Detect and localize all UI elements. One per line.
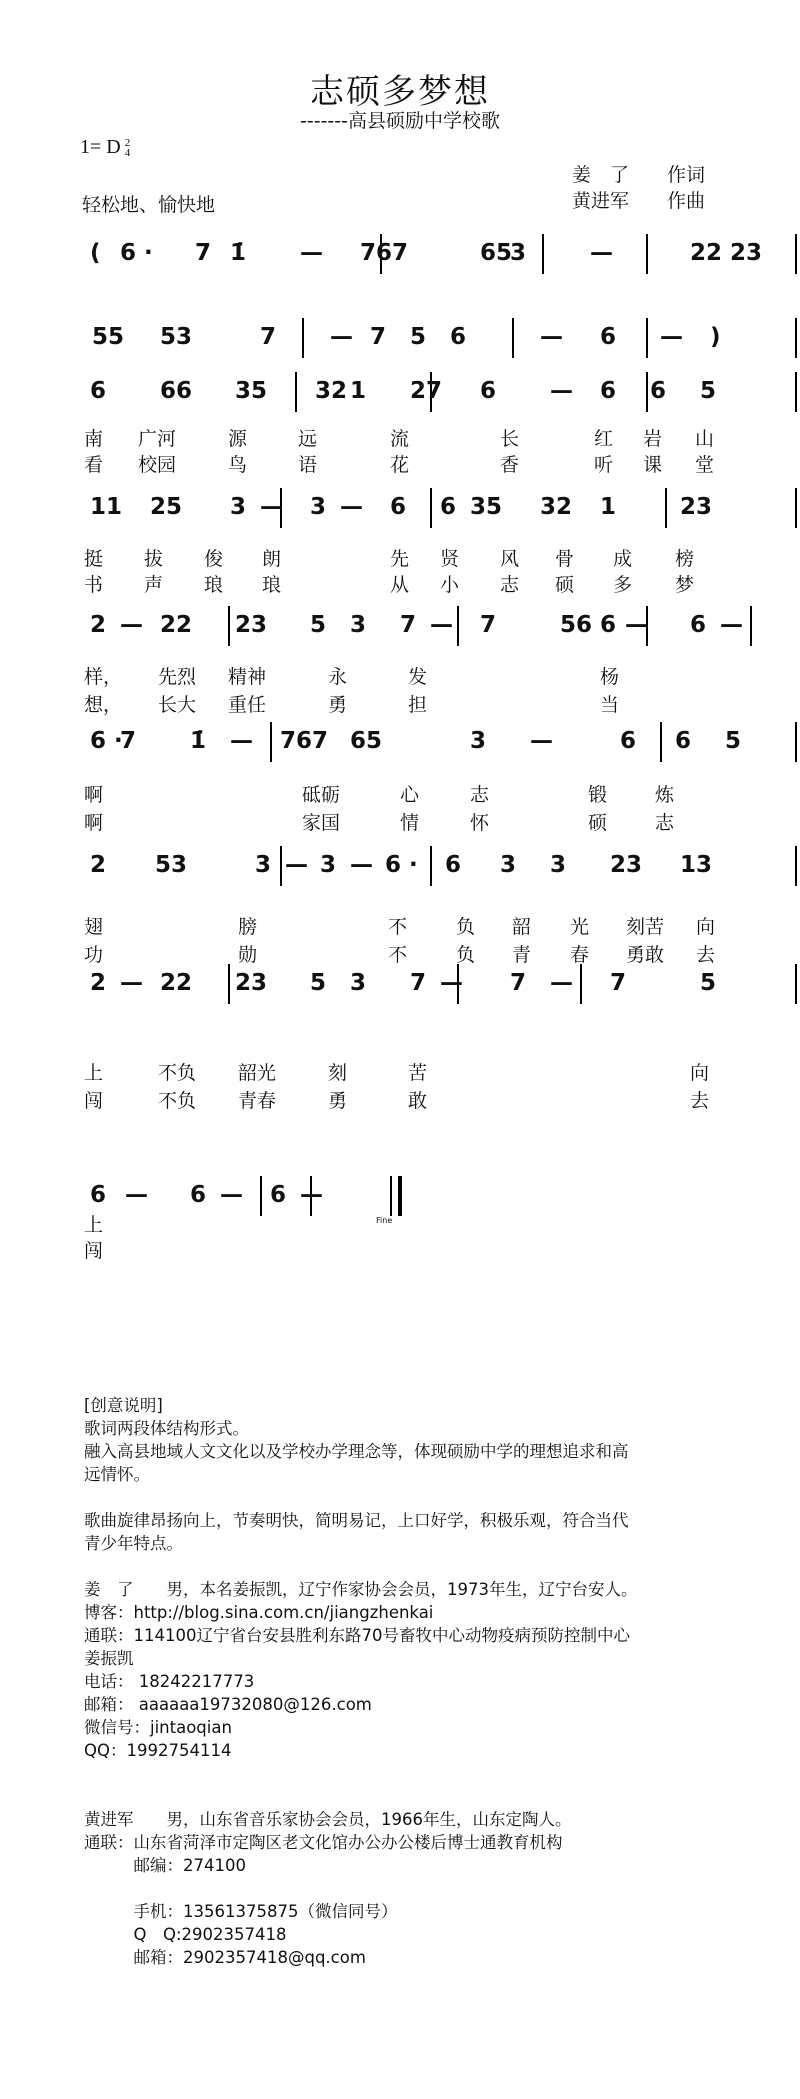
score-row — [80, 714, 742, 770]
score-row — [80, 310, 725, 366]
lyric-word: 硕 — [555, 574, 575, 596]
lyric-word: 样， — [84, 666, 123, 688]
notes-line: 手机：13561375875（微信同号） — [84, 1902, 398, 1921]
lyric-word: 风 — [500, 548, 520, 570]
note: 56 — [560, 612, 593, 638]
notes-line: 黄进军 男，山东省音乐家协会会员，1966年生，山东定陶人。 — [84, 1810, 572, 1829]
note: 7 — [400, 612, 417, 638]
lyric-line — [0, 940, 800, 968]
lyric-word: 山 — [695, 428, 715, 450]
note: 6 · — [120, 240, 153, 266]
lyric-word: 苦 — [408, 1062, 428, 1084]
barline — [430, 488, 432, 528]
lyric-word: 榜 — [675, 548, 695, 570]
lyric-word: 担 — [408, 694, 428, 716]
note: 6 — [690, 612, 707, 638]
lyric-word: 远 — [298, 428, 318, 450]
note: 2 — [90, 852, 107, 878]
note: 6 · — [90, 728, 123, 754]
lyric-word: 先烈 — [158, 666, 197, 688]
lyric-word: 从 — [390, 574, 410, 596]
notes-gap — [84, 1785, 764, 1808]
lyric-word: 校园 — [138, 454, 177, 476]
score-row — [80, 598, 743, 654]
note: — — [440, 970, 463, 996]
lyric-word: 堂 — [695, 454, 715, 476]
notes-heading: [创意说明] — [84, 1396, 163, 1415]
barline — [228, 964, 230, 1004]
notes-line: 微信号：jintaoqian — [84, 1718, 232, 1737]
note: 3 — [320, 852, 337, 878]
note: 6 — [600, 612, 617, 638]
lyric-word: 志 — [470, 784, 490, 806]
lyric-word: 翅 — [84, 916, 104, 938]
barline — [542, 234, 544, 274]
song-subtitle: -------高县硕励中学校歌 — [300, 110, 500, 132]
song-title: 志硕多梦想 — [310, 72, 490, 112]
lyric-word: 闯 — [84, 1240, 104, 1262]
note: 65 — [480, 240, 513, 266]
note: 3 — [550, 852, 567, 878]
lyric-line — [0, 780, 800, 808]
note: 66 — [160, 378, 193, 404]
barline — [580, 964, 582, 1004]
note: 7 — [120, 728, 137, 754]
lyric-line — [0, 1236, 800, 1264]
lyric-word: 炼 — [655, 784, 675, 806]
lyric-line — [0, 912, 800, 940]
lyric-word: 勇 — [328, 1090, 348, 1112]
lyric-word: 向 — [690, 1062, 710, 1084]
note: — — [625, 612, 648, 638]
lyric-word: 志 — [655, 812, 675, 834]
note: 25 — [150, 494, 183, 520]
note: 22 — [160, 970, 193, 996]
lyric-word: 永 — [328, 666, 348, 688]
lyric-word: 啊 — [84, 784, 104, 806]
lyric-word: 膀 — [238, 916, 258, 938]
barline — [665, 488, 667, 528]
note: — — [430, 612, 453, 638]
barline — [795, 964, 797, 1004]
notes-line: 远情怀。 — [84, 1465, 150, 1484]
barline — [795, 318, 797, 358]
note: 5 — [310, 970, 327, 996]
barline — [795, 846, 797, 886]
lyric-word: 长大 — [158, 694, 197, 716]
lyric-line — [0, 690, 800, 718]
lyric-word: 青 — [512, 944, 532, 966]
note: — — [660, 324, 683, 350]
note: 7 — [480, 612, 497, 638]
note: — — [720, 612, 743, 638]
note: 1 — [350, 378, 367, 404]
note: 3 — [500, 852, 517, 878]
notes-line: 邮箱： aaaaaa19732080@126.com — [84, 1695, 372, 1714]
note: 22 — [690, 240, 723, 266]
note: 3 — [350, 612, 367, 638]
barline — [646, 372, 648, 412]
barline — [302, 318, 304, 358]
lyric-word: 啊 — [84, 812, 104, 834]
lyric-line — [0, 1086, 800, 1114]
lyric-word: 青春 — [238, 1090, 277, 1112]
lyric-word: 琅 — [262, 574, 282, 596]
lyric-word: 骨 — [555, 548, 575, 570]
note: 5 — [410, 324, 427, 350]
key-signature — [80, 136, 130, 159]
note: 5 — [310, 612, 327, 638]
lyric-word: 光 — [570, 916, 590, 938]
note: 53 — [155, 852, 188, 878]
notes-line: 姜振凯 — [84, 1649, 134, 1668]
lyric-word: 家国 — [302, 812, 341, 834]
note: 1̇ — [230, 240, 247, 266]
note: 6 — [90, 1182, 107, 1208]
note: — — [590, 240, 613, 266]
lyric-word: 广河 — [138, 428, 177, 450]
lyric-word: 长 — [500, 428, 520, 450]
lyric-word: 先 — [390, 548, 410, 570]
note: 5 — [700, 378, 717, 404]
lyric-word: 精神 — [228, 666, 267, 688]
lyric-word: 鸟 — [228, 454, 248, 476]
note: 32 — [315, 378, 348, 404]
lyric-word: 去 — [696, 944, 716, 966]
key-label: 1= D — [80, 136, 121, 158]
lyric-word: 俊 — [204, 548, 224, 570]
notes-gap — [84, 1762, 764, 1785]
note: 32 — [540, 494, 573, 520]
lyric-word: 流 — [390, 428, 410, 450]
barline — [430, 846, 432, 886]
notes-line: 青少年特点。 — [84, 1534, 183, 1553]
note: 7 — [260, 324, 277, 350]
lyric-word: 花 — [390, 454, 410, 476]
barline — [795, 234, 797, 274]
lyric-word: 砥砺 — [302, 784, 341, 806]
note: 6 — [620, 728, 637, 754]
lyric-word: 发 — [408, 666, 428, 688]
lyric-word: 志 — [500, 574, 520, 596]
note: 3 — [470, 728, 487, 754]
note: 3 — [510, 240, 527, 266]
note: 6 — [600, 378, 617, 404]
note: — — [220, 1182, 243, 1208]
barline — [270, 722, 272, 762]
notes-line: 歌词两段体结构形式。 — [84, 1419, 249, 1438]
note: — — [120, 970, 143, 996]
time-signature-top: 2 — [124, 137, 131, 150]
lyric-word: 香 — [500, 454, 520, 476]
note: 27 — [410, 378, 443, 404]
lyricist-credit: 姜 了 作词 — [572, 164, 706, 186]
lyric-word: 当 — [600, 694, 620, 716]
lyric-word: 不 — [388, 916, 408, 938]
lyric-word: 重任 — [228, 694, 267, 716]
lyric-word: 向 — [696, 916, 716, 938]
lyric-word: 韶光 — [238, 1062, 277, 1084]
lyric-word: 硕 — [588, 812, 608, 834]
note: 3 — [310, 494, 327, 520]
barline — [295, 372, 297, 412]
note: 767 — [360, 240, 409, 266]
notes-line: 歌曲旋律昂扬向上，节奏明快，简明易记，上口好学，积极乐观，符合当代 — [84, 1511, 629, 1530]
lyric-word: 书 — [84, 574, 104, 596]
note: 7 — [610, 970, 627, 996]
note: 65 — [350, 728, 383, 754]
barline — [660, 722, 662, 762]
note: — — [125, 1182, 148, 1208]
note: 23 — [730, 240, 763, 266]
note: ) — [710, 324, 721, 350]
lyric-word: 不负 — [158, 1090, 197, 1112]
lyric-word: 多 — [613, 574, 633, 596]
note: ( — [90, 240, 101, 266]
notes-line: QQ：1992754114 — [84, 1741, 232, 1760]
lyric-word: 情 — [400, 812, 420, 834]
note: 5 — [700, 970, 717, 996]
lyric-word: 刻苦 — [626, 916, 665, 938]
notes-line: 通联：山东省菏泽市定陶区老文化馆办公办公楼后博士通教育机构 — [84, 1833, 563, 1852]
lyric-word: 挺 — [84, 548, 104, 570]
barline — [646, 234, 648, 274]
note: 1 — [600, 494, 617, 520]
note: 23 — [235, 970, 268, 996]
lyric-word: 想， — [84, 694, 123, 716]
lyric-word: 怀 — [470, 812, 490, 834]
lyric-line — [0, 570, 800, 598]
lyric-word: 拔 — [144, 548, 164, 570]
note: 1̇ — [190, 728, 207, 754]
note: — — [340, 494, 363, 520]
lyric-line — [0, 1058, 800, 1086]
note: — — [300, 240, 323, 266]
note: 767 — [280, 728, 329, 754]
note: 7 — [510, 970, 527, 996]
barline — [795, 488, 797, 528]
note: 6 — [450, 324, 467, 350]
note: — — [550, 378, 573, 404]
lyric-word: 听 — [594, 454, 614, 476]
note: 6 — [190, 1182, 207, 1208]
note: 6 — [600, 324, 617, 350]
lyric-word: 负 — [456, 916, 476, 938]
note: 6 — [675, 728, 692, 754]
lyric-word: 语 — [298, 454, 318, 476]
lyric-word: 看 — [84, 454, 104, 476]
lyric-word: 闯 — [84, 1090, 104, 1112]
lyric-word: 南 — [84, 428, 104, 450]
lyric-line — [0, 662, 800, 690]
lyric-word: 不负 — [158, 1062, 197, 1084]
note: 6 — [270, 1182, 287, 1208]
barline — [750, 606, 752, 646]
barline — [228, 606, 230, 646]
notes-line: 邮箱：2902357418@qq.com — [84, 1948, 366, 1967]
note: 2 — [90, 612, 107, 638]
lyric-word: 勇 — [328, 694, 348, 716]
score-row — [80, 480, 725, 536]
lyric-word: 上 — [84, 1062, 104, 1084]
tempo-marking: 轻松地、愉快地 — [82, 194, 216, 216]
note: — — [530, 728, 553, 754]
notes-line: 邮编：274100 — [84, 1856, 246, 1875]
notes-line: 通联：114100辽宁省台安县胜利东路70号畜牧中心动物疫病预防控制中心 — [84, 1626, 630, 1645]
barline — [512, 318, 514, 358]
notes-gap — [84, 1486, 764, 1509]
note: 2 — [90, 970, 107, 996]
score-row — [80, 838, 725, 894]
lyric-line — [0, 544, 800, 572]
barline — [646, 318, 648, 358]
note: 35 — [470, 494, 503, 520]
lyric-word: 课 — [643, 454, 663, 476]
note: 3 — [255, 852, 272, 878]
lyric-word: 勋 — [238, 944, 258, 966]
note: 23 — [235, 612, 268, 638]
lyric-word: 勇敢 — [626, 944, 665, 966]
barline — [795, 372, 797, 412]
time-signature — [125, 138, 131, 158]
note: — — [540, 324, 563, 350]
note: 7 — [410, 970, 427, 996]
lyric-line — [0, 424, 800, 452]
barline — [457, 606, 459, 646]
note: — — [285, 852, 308, 878]
lyric-line — [0, 808, 800, 836]
notes-body — [84, 1417, 764, 1969]
note: 3 — [230, 494, 247, 520]
lyric-word: 负 — [456, 944, 476, 966]
note: 3 — [350, 970, 367, 996]
notes-line: 融入高县地域人文文化以及学校办学理念等，体现硕励中学的理想追求和高 — [84, 1442, 629, 1461]
lyric-line — [0, 1210, 800, 1238]
score-row — [80, 364, 725, 420]
lyric-word: 心 — [400, 784, 420, 806]
creative-notes — [84, 1394, 764, 1969]
note: 6 — [650, 378, 667, 404]
time-signature-bottom: 4 — [124, 147, 131, 160]
lyric-word: 贤 — [440, 548, 460, 570]
note: 6 — [480, 378, 497, 404]
note: — — [330, 324, 353, 350]
fine-mark: Fine — [376, 1216, 393, 1225]
note: 55 — [92, 324, 125, 350]
lyric-word: 不 — [388, 944, 408, 966]
note: 11 — [90, 494, 123, 520]
note: 53 — [160, 324, 193, 350]
lyric-word: 春 — [570, 944, 590, 966]
note: — — [300, 1182, 323, 1208]
composer-credit: 黄进军 作曲 — [572, 190, 706, 212]
lyric-word: 功 — [84, 944, 104, 966]
barline — [795, 722, 797, 762]
note: 7 — [195, 240, 212, 266]
notes-gap — [84, 1877, 764, 1900]
lyric-word: 岩 — [643, 428, 663, 450]
notes-line: 电话： 18242217773 — [84, 1672, 255, 1691]
note: 6 — [445, 852, 462, 878]
lyric-word: 锻 — [588, 784, 608, 806]
note: 5 — [725, 728, 742, 754]
lyric-word: 去 — [690, 1090, 710, 1112]
note: — — [230, 728, 253, 754]
note: — — [550, 970, 573, 996]
note: 35 — [235, 378, 268, 404]
note: 23 — [680, 494, 713, 520]
notes-line: Q Q:2902357418 — [84, 1925, 287, 1944]
lyric-word: 朗 — [262, 548, 282, 570]
note: — — [120, 612, 143, 638]
note: — — [350, 852, 373, 878]
lyric-word: 韶 — [512, 916, 532, 938]
lyric-word: 梦 — [675, 574, 695, 596]
lyric-word: 刻 — [328, 1062, 348, 1084]
note: 6 — [90, 378, 107, 404]
lyric-word: 源 — [228, 428, 248, 450]
lyric-line — [0, 450, 800, 478]
note: — — [260, 494, 283, 520]
lyric-word: 声 — [144, 574, 164, 596]
lyric-word: 琅 — [204, 574, 224, 596]
note: 6 — [440, 494, 457, 520]
lyric-word: 红 — [594, 428, 614, 450]
note: 22 — [160, 612, 193, 638]
barline — [280, 846, 282, 886]
note: 23 — [610, 852, 643, 878]
score-row — [80, 226, 763, 282]
lyric-word: 杨 — [600, 666, 620, 688]
note: 13 — [680, 852, 713, 878]
lyric-word: 敢 — [408, 1090, 428, 1112]
note: 7 — [370, 324, 387, 350]
notes-line: 姜 了 男，本名姜振凯，辽宁作家协会会员，1973年生，辽宁台安人。 — [84, 1580, 638, 1599]
lyric-word: 上 — [84, 1214, 104, 1236]
notes-gap — [84, 1555, 764, 1578]
notes-line: 博客：http://blog.sina.com.cn/jiangzhenkai — [84, 1603, 434, 1622]
note: 6 · — [385, 852, 418, 878]
lyric-word: 小 — [440, 574, 460, 596]
lyric-word: 成 — [613, 548, 633, 570]
note: 6 — [390, 494, 407, 520]
